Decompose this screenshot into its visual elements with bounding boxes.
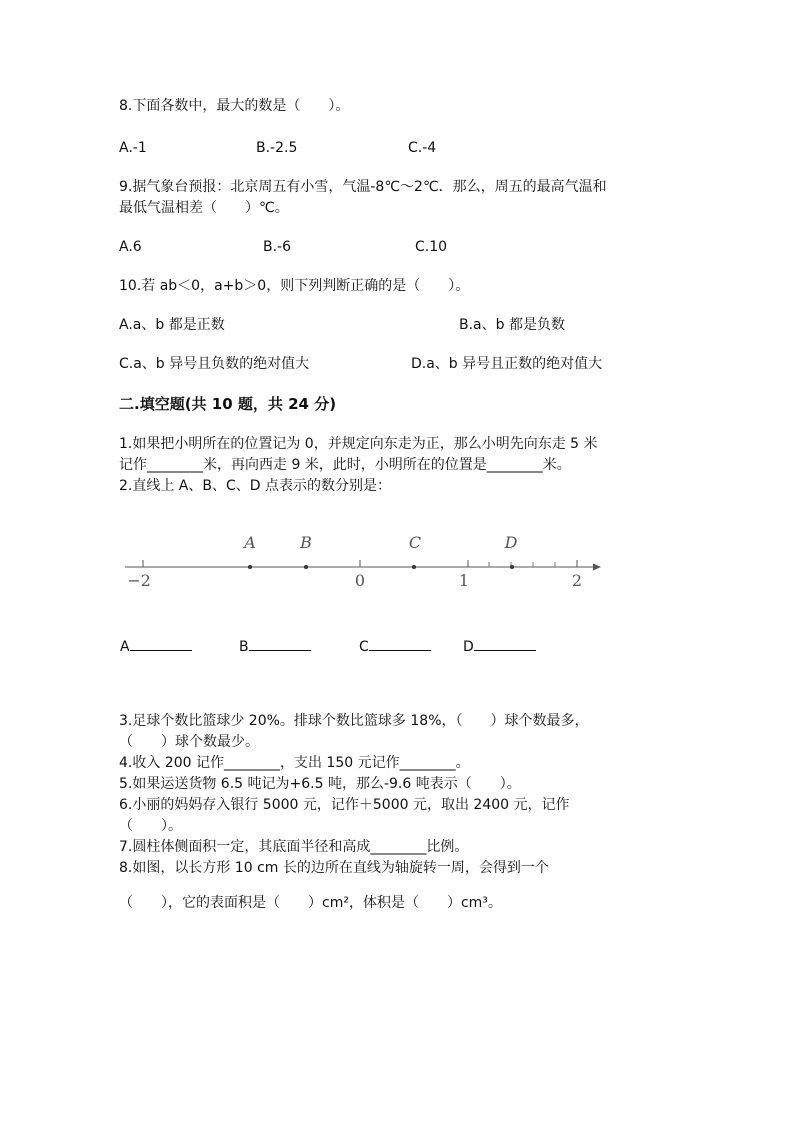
answer-c-label: C <box>359 639 369 655</box>
number-line-figure <box>119 526 609 596</box>
fill-7: 7.圆柱体侧面积一定，其底面半径和高成________比例。 <box>119 839 469 855</box>
number-line-arrow <box>593 564 601 571</box>
q8-option-b: B.-2.5 <box>256 140 298 156</box>
section-2-heading: 二.填空题(共 10 题，共 24 分) <box>119 395 337 413</box>
q10-option-c: C.a、b 异号且负数的绝对值大 <box>119 356 310 372</box>
q9-option-b: B.-6 <box>263 239 292 255</box>
question-9-stem-line1: 9.据气象台预报：北京周五有小雪，气温-8℃～2℃．那么，周五的最高气温和 <box>119 179 607 195</box>
q9-option-c: C.10 <box>415 239 448 255</box>
q10-option-d: D.a、b 异号且正数的绝对值大 <box>411 356 603 372</box>
q8-option-a: A.-1 <box>119 140 147 156</box>
point-b-label: B <box>300 533 312 552</box>
answer-a-label: A <box>120 639 130 655</box>
fill-1-line2: 记作________米，再向西走 9 米，此时，小明所在的位置是________米。 <box>119 457 571 473</box>
fill-5: 5.如果运送货物 6.5 吨记为+6.5 吨，那么-9.6 吨表示（ ）。 <box>119 776 521 792</box>
answer-c-blank[interactable] <box>369 636 431 651</box>
point-d-label: D <box>504 533 518 552</box>
fill-3-line1: 3.足球个数比篮球少 20%。排球个数比篮球多 18%，（ ）球个数最多， <box>119 713 589 729</box>
answer-d <box>463 636 536 655</box>
fill-1-line1: 1.如果把小明所在的位置记为 0，并规定向东走为正，那么小明先向东走 5 米 <box>119 436 598 452</box>
question-9-stem-line2: 最低气温相差（ ）℃。 <box>119 200 289 216</box>
q8-option-c: C.-4 <box>408 140 437 156</box>
point-a-dot <box>248 565 252 569</box>
answer-c <box>359 636 431 655</box>
answer-a-blank[interactable] <box>130 636 192 651</box>
question-8-stem: 8.下面各数中，最大的数是（ ）。 <box>119 98 350 114</box>
answer-d-label: D <box>463 639 474 655</box>
point-c-dot <box>412 565 416 569</box>
point-c-label: C <box>408 533 422 552</box>
question-10-stem: 10.若 ab＜0，a+b＞0，则下列判断正确的是（ ）。 <box>119 278 470 294</box>
fill-4: 4.收入 200 记作________，支出 150 元记作________。 <box>119 755 470 771</box>
answer-b-label: B <box>239 639 249 655</box>
fill-6-line1: 6.小丽的妈妈存入银行 5000 元，记作＋5000 元，取出 2400 元，记作 <box>119 797 570 813</box>
answer-a <box>120 636 192 655</box>
point-b-dot <box>304 565 308 569</box>
tick-label-0: 0 <box>354 571 366 590</box>
fill-2-stem: 2.直线上 A、B、C、D 点表示的数分别是： <box>119 478 391 494</box>
q10-option-b: B.a、b 都是负数 <box>459 317 565 333</box>
point-a-label: A <box>244 533 256 552</box>
tick-label-2: 2 <box>571 571 583 590</box>
answer-b <box>239 636 311 655</box>
fill-6-line2: （ ）。 <box>119 818 182 834</box>
tick-label-1: 1 <box>458 571 470 590</box>
q10-option-a: A.a、b 都是正数 <box>119 317 225 333</box>
fill-8-line2: （ ），它的表面积是（ ）cm²，体积是（ ）cm³。 <box>119 895 502 911</box>
tick-label-minus-2: −2 <box>127 571 151 590</box>
fill-3-line2: （ ）球个数最少。 <box>119 734 259 750</box>
q9-option-a: A.6 <box>119 239 142 255</box>
point-d-dot <box>510 565 514 569</box>
answer-d-blank[interactable] <box>474 636 536 651</box>
fill-8-line1: 8.如图，以长方形 10 cm 长的边所在直线为轴旋转一周，会得到一个 <box>119 860 549 876</box>
answer-b-blank[interactable] <box>249 636 311 651</box>
